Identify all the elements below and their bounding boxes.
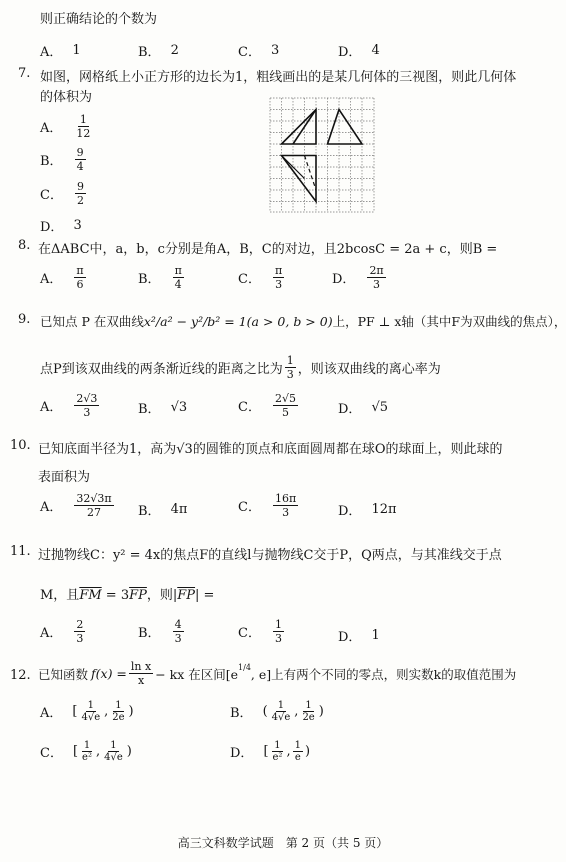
three-view-figure	[268, 96, 376, 214]
q10-number: 10.	[10, 438, 31, 453]
top-view	[282, 156, 317, 202]
q7-line1: 如图，网格纸上小正方形的边长为1，粗线画出的是某几何体的三视图，则此几何体	[40, 70, 517, 85]
q11-number: 11.	[10, 544, 31, 559]
q6-option-a: A． 1	[40, 43, 81, 60]
q9-line2: 点P到该双曲线的两条渐近线的距离之比为 $\frac{1}{3}$ ，则该双曲线的离心率为	[40, 354, 441, 381]
q7-line2: 的体积为	[40, 90, 93, 105]
q8-number: 8.	[18, 238, 31, 253]
q10-line2: 表面积为	[38, 470, 91, 485]
q7-option-a: A． $\frac{1}{12}$	[40, 113, 91, 140]
q12-option-c: C． [ $\frac{1}{\text{e²}}$ , $\frac{1}{4√e}$ )	[40, 740, 132, 763]
q6-option-b: B． 2	[138, 43, 179, 60]
q11-option-b: B． $\frac{4}{3}$	[138, 618, 182, 645]
q6-tail: 则正确结论的个数为	[40, 12, 158, 27]
q9-line1: 已知点 P 在双曲线x²/a² − y²/b² = 1(a > 0, b > 0)上，PF ⊥ x轴（其中F为双曲线的焦点），	[40, 314, 566, 329]
front-view-edge	[293, 110, 316, 145]
q6-option-c: C． 3	[238, 43, 280, 60]
q12-line1: 已知函数 f(x) = $\frac{\text{ln x}}{x}$ − kx 在区间[e $^{1/4}$ , e]上有两个不同的零点，则实数k的取值范围为	[38, 660, 517, 687]
q10-option-a: A． $\frac{32√3\pi}{27}$	[40, 492, 112, 519]
q12-option-d: D． [ $\frac{1}{\text{e²}}$ , $\frac{1}{e}$ )	[230, 740, 311, 763]
q10-option-d: D． 12π	[338, 502, 397, 519]
q12-number: 12.	[10, 668, 31, 683]
q7-number: 7.	[18, 66, 31, 81]
q10-option-c: C． $\frac{16\pi}{3}$	[238, 492, 297, 519]
q10-option-b: B． 4π	[138, 502, 188, 519]
q8-text: 在ΔABC中，a，b，c分别是角A，B，C的对边，且2bcosC = 2a + c，则B =	[38, 242, 498, 257]
q10-line1: 已知底面半径为1，高为√3的圆锥的顶点和底面圆周都在球O的球面上，则此球的	[38, 442, 503, 457]
q11-line2: M，且$\overline{FM} = 3\overline{FP}$，则$|\overline{FP}|$ =	[40, 588, 215, 603]
q9-option-d: D． √5	[338, 400, 388, 417]
q7-option-c: C． $\frac{9}{2}$	[40, 180, 84, 207]
q11-line1: 过抛物线C：y² = 4x的焦点F的直线l与抛物线C交于P，Q两点，与其准线交于点	[38, 548, 502, 563]
q9-option-c: C． $\frac{2√5}{5}$	[238, 392, 296, 419]
q7-option-b: B． $\frac{9}{4}$	[40, 146, 84, 173]
side-view	[328, 110, 363, 145]
page-footer: 高三文科数学试题 第 2 页（共 5 页）	[177, 836, 389, 850]
q9-option-a: A． $\frac{2√3}{3}$	[40, 392, 98, 419]
q6-option-d: D． 4	[338, 43, 380, 60]
q8-option-b: B． $\frac{\pi}{4}$	[138, 264, 182, 291]
q8-option-c: C． $\frac{\pi}{3}$	[238, 264, 283, 291]
top-view-hidden-edge	[305, 156, 317, 191]
q12-option-b: B． ( $\frac{1}{4√e}$ , $\frac{1}{2e}$ )	[230, 700, 324, 723]
front-view	[282, 110, 317, 145]
q9-number: 9.	[18, 312, 31, 327]
q11-option-a: A． $\frac{2}{3}$	[40, 618, 84, 645]
q9-option-b: B． √3	[138, 400, 188, 417]
q11-option-d: D． 1	[338, 628, 380, 645]
q11-option-c: C． $\frac{1}{3}$	[238, 618, 282, 645]
q7-option-d: D． 3	[40, 218, 82, 235]
q8-option-d: D． $\frac{2\pi}{3}$	[332, 264, 384, 291]
q12-option-a: A． [ $\frac{1}{4√e}$ , $\frac{1}{2e}$ )	[40, 700, 134, 723]
q8-option-a: A． $\frac{\pi}{6}$	[40, 264, 84, 291]
